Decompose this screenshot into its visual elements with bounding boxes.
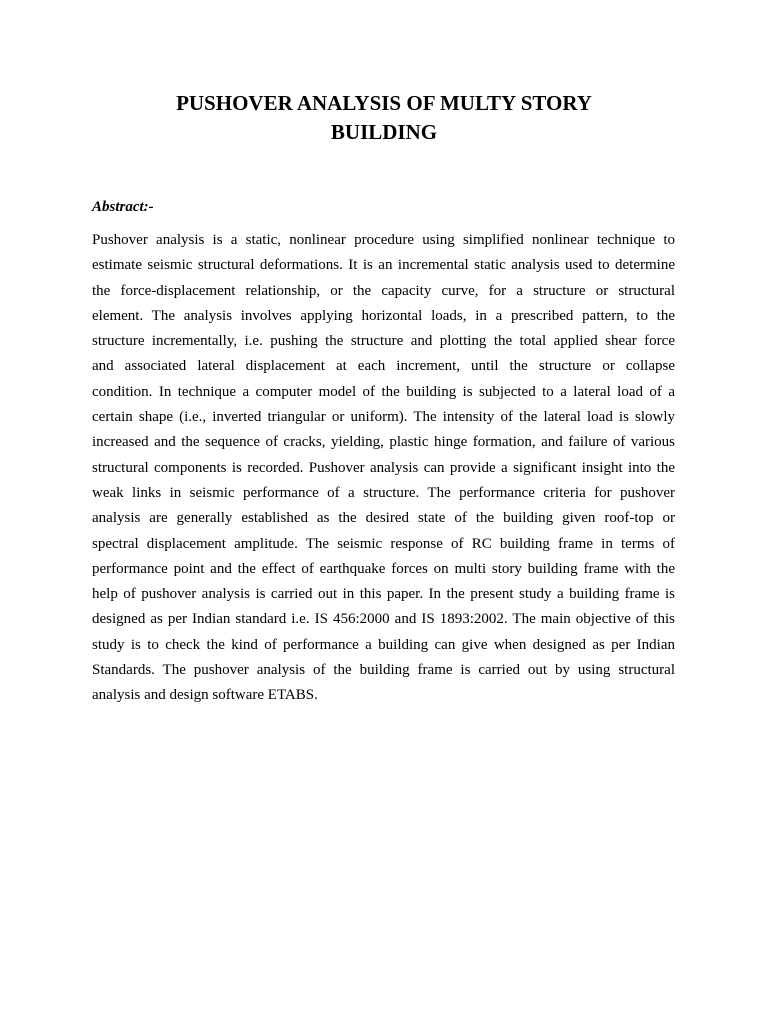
paper-title-line-1: PUSHOVER ANALYSIS OF MULTY STORY	[176, 91, 592, 115]
abstract-line: help of pushover analysis is carried out in this paper. In the present study a building frame is	[92, 586, 675, 603]
abstract-line: study is to check the kind of performance a building can give when designed as per Indian	[92, 636, 675, 653]
abstract-line-last: analysis and design software ETABS.	[92, 687, 318, 704]
abstract-line: and associated lateral displacement at each increment, until the structure or collapse	[92, 358, 675, 375]
abstract-line: the force-displacement relationship, or the capacity curve, for a structure or structural	[92, 282, 675, 299]
paper-title	[92, 89, 676, 147]
abstract-line: designed as per Indian standard i.e. IS 456:2000 and IS 1893:2002. The main objective of this	[92, 611, 675, 628]
paper-title-line-2: BUILDING	[330, 120, 438, 144]
abstract-heading: Abstract:-	[92, 199, 154, 215]
abstract-line: weak links in seismic performance of a structure. The performance criteria for pushover	[92, 484, 675, 501]
abstract-line: estimate seismic structural deformations. It is an incremental static analysis used to determine	[92, 257, 675, 274]
abstract-line: performance point and the effect of earthquake forces on multi story building frame with the	[92, 560, 675, 577]
abstract-line: increased and the sequence of cracks, yielding, plastic hinge formation, and failure of various	[92, 434, 675, 451]
abstract-line: structural components is recorded. Pushover analysis can provide a significant insight into the	[92, 459, 675, 476]
abstract-line: analysis are generally established as the desired state of the building given roof-top or	[92, 510, 675, 527]
abstract-line: element. The analysis involves applying horizontal loads, in a prescribed pattern, to the	[92, 307, 675, 324]
abstract-line: Standards. The pushover analysis of the building frame is carried out by using structural	[92, 662, 675, 679]
abstract-line: condition. In technique a computer model of the building is subjected to a lateral load of a	[92, 383, 675, 400]
abstract-line: Pushover analysis is a static, nonlinear procedure using simplified nonlinear technique to	[92, 232, 675, 248]
abstract-line: certain shape (i.e., inverted triangular or uniform). The intensity of the lateral load is slowly	[92, 409, 675, 426]
abstract-body	[92, 228, 675, 709]
abstract-line: spectral displacement amplitude. The seismic response of RC building frame in terms of	[92, 535, 675, 552]
abstract-line: structure incrementally, i.e. pushing the structure and plotting the total applied shear force	[92, 333, 675, 350]
